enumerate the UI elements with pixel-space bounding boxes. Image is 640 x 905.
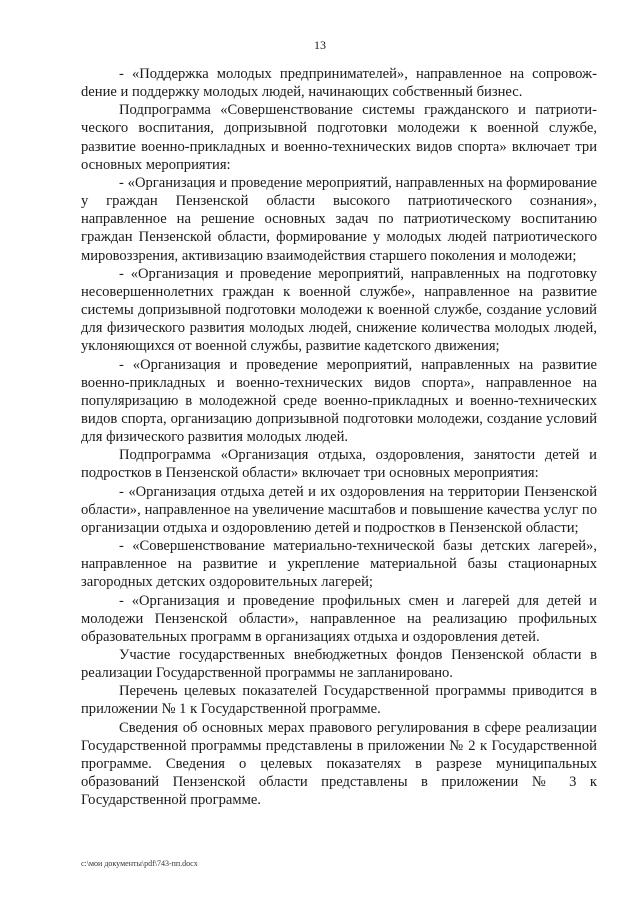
paragraph: - «Организация и проведение профильных смен и лагерей для детей и молодежи Пензенской области», направленное на реализацию профильных образовательных программ в организациях отдыха и оздоровления детей. (81, 592, 597, 645)
paragraph: - «Организация и проведение мероприятий, направленных на формирование у граждан Пензенской области высокого патриотического сознания», направленное на решение основных задач по патриотическому воспитанию граждан Пензенской области, формирование у молодых людей патриотического мировоззрения, активизацию взаимодействия старшего поколения и молодежи; (81, 174, 597, 264)
paragraph: Подпрограмма «Организация отдыха, оздоровления, занятости детей и подростков в Пензенской области» включает три основных мероприятия: (81, 447, 597, 482)
file-path-footer: c:\мои документы\pdf\743-пп.docx (81, 859, 198, 868)
paragraph: - «Организация и проведение мероприятий, направленных на подготовку несовершеннолетних граждан к военной службе», направленное на развитие системы допризывной подготовки молодежи к военной службе, создание условий для физического развития молодых людей, снижение количества молодых людей, уклоняющихся от военной службы, развитие кадетского движения; (81, 265, 597, 355)
paragraph: Перечень целевых показателей Государственной программы приводится в приложении № 1 к Государственной программе. (81, 683, 597, 718)
paragraph: - «Организация и проведение мероприятий, направленных на развитие военно-прикладных и военно-технических видов спорта», направленное на популяризацию в молодежной среде военно-прикладных и военно-технических видов спорта, организацию допризывной подготовки молодежи, создание условий для физического развития молодых людей. (81, 356, 597, 446)
page-number: 13 (314, 38, 326, 52)
paragraph: Подпрограмма «Совершенствование системы гражданского и патриотического воспитания, допризывной подготовки молодежи к военной службе, развитие военно-прикладных и военно-технических видов спорта» включает три основных мероприятия: (81, 102, 597, 173)
document-body (81, 65, 597, 809)
paragraph: - «Поддержка молодых предпринимателей», направленное на сопровожdение и поддержку молодых людей, начинающих собственный бизнес. (81, 66, 597, 101)
paragraph: Участие государственных внебюджетных фондов Пензенской области в реализации Государственной программы не запланировано. (81, 647, 597, 682)
paragraph: - «Организация отдыха детей и их оздоровления на территории Пензенской области», направленное на увеличение масштабов и повышение качества услуг по организации отдыха и оздоровлению детей и подростков в Пензенской области; (81, 483, 597, 536)
paragraph: - «Совершенствование материально-технической базы детских лагерей», направленное на развитие и укрепление материальной базы стационарных загородных детских оздоровительных лагерей; (81, 538, 597, 591)
paragraph: Сведения об основных мерах правового регулирования в сфере реализации Государственной программы представлены в приложении № 2 к Государственной программе. Сведения о целевых показателях в разрезе муниципальных образований Пензенской области представлены в приложении № 3 к Государственной программе. (81, 719, 597, 809)
